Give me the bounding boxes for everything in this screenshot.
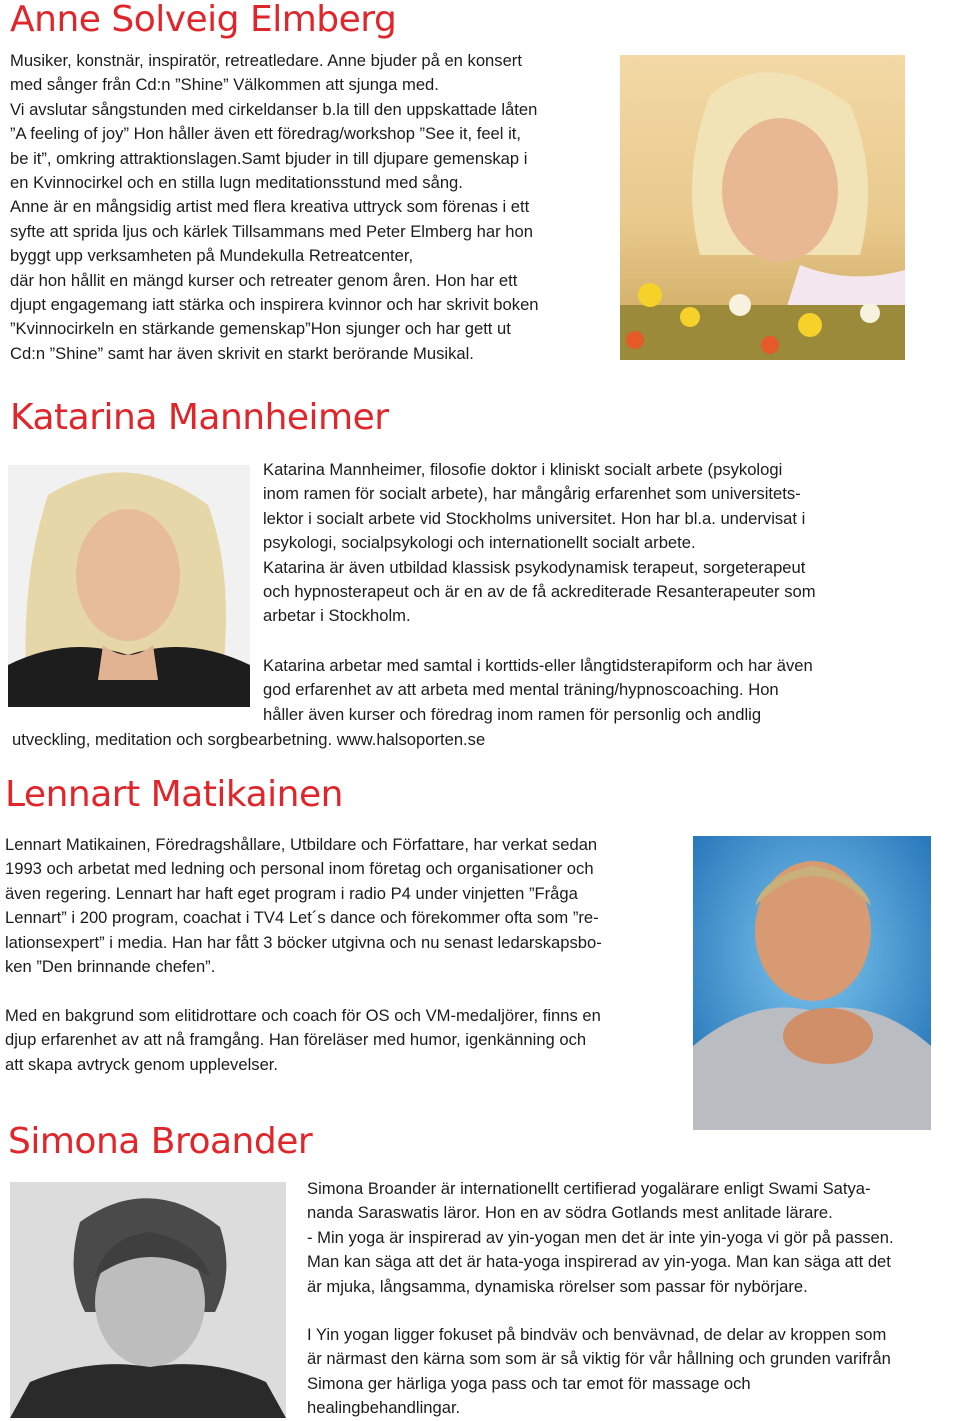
bio-line: god erfarenhet av att arbeta med mental träning/hypnoscoaching. Hon: [263, 680, 779, 700]
name-katarina: Katarina Mannheimer: [10, 397, 389, 438]
bio-line: ”Kvinnocirkeln en stärkande gemenskap”Hon sjunger och har gett ut: [10, 319, 511, 339]
bio-katarina-2: [263, 654, 813, 727]
bio-line: healingbehandlingar.: [307, 1398, 461, 1418]
bio-line: be it”, omkring attraktionslagen.Samt bjuder in till djupare gemenskap i: [10, 148, 528, 168]
bio-line: Vi avslutar sångstunden med cirkeldanser b.la till den uppskattade låten: [10, 99, 538, 119]
bio-line: Musiker, konstnär, inspiratör, retreatledare. Anne bjuder på en konsert: [10, 51, 522, 70]
bio-line: - Min yoga är inspirerad av yin-yogan men det är inte yin-yoga vi gör på passen.: [307, 1227, 894, 1247]
bio-line: Katarina arbetar med samtal i korttids-eller långtidsterapiform och har även: [263, 656, 813, 675]
bio-line: Med en bakgrund som elitidrottare och coach för OS och VM-medaljörer, finns en: [5, 1006, 601, 1025]
bio-line: är närmast den kärna som som är så viktig för vår hållning och grunden varifrån: [307, 1349, 891, 1369]
photo-lennart: [693, 836, 931, 1130]
bio-line: med sånger från Cd:n ”Shine” Välkommen att sjunga med.: [10, 75, 439, 95]
bio-line: lektor i socialt arbete vid Stockholms universitet. Hon har bl.a. undervisat i: [263, 508, 806, 528]
name-simona: Simona Broander: [8, 1121, 313, 1162]
bio-lennart-2: [5, 1004, 601, 1077]
bio-line: Katarina är även utbildad klassisk psykodynamisk terapeut, sorgeterapeut: [263, 557, 806, 577]
bio-katarina-1: [263, 458, 816, 629]
bio-line: lationsexpert” i media. Han har fått 3 böcker utgivna och nu senast ledarskapsbo-: [5, 932, 602, 952]
photo-simona: [10, 1182, 286, 1418]
bio-simona-1: [307, 1177, 894, 1299]
bio-line: syfte att sprida ljus och kärlek Tillsammans med Peter Elmberg har hon: [10, 221, 533, 241]
bio-simona-2: [307, 1323, 891, 1421]
photo-katarina: [8, 465, 250, 707]
bio-line: Anne är en mångsidig artist med flera kreativa uttryck som förenas i ett: [10, 197, 530, 217]
bio-line: Lennart Matikainen, Föredragshållare, Utbildare och Författare, har verkat sedan: [5, 835, 598, 854]
bio-line: arbetar i Stockholm.: [263, 606, 411, 626]
photo-anne: [620, 55, 905, 360]
bio-line: psykologi, socialpsykologi och internationellt socialt arbete.: [263, 533, 696, 553]
bio-lennart-1: [5, 833, 602, 979]
bio-line: och hypnosterapeut och är en av de få ackrediterade Resanterapeuter som: [263, 582, 816, 602]
bio-line: byggt upp verksamheten på Mundekulla Retreatcenter,: [10, 246, 414, 266]
bio-line: även regering. Lennart har haft eget program i radio P4 under vinjetten ”Fråga: [5, 883, 578, 903]
bio-katarina-3: [12, 728, 485, 752]
bio-anne: [10, 49, 539, 366]
bio-line: 1993 och arbetat med ledning och personal inom företag och organisationer och: [5, 859, 594, 879]
bio-line: Man kan säga att det är hata-yoga inspirerad av yin-yoga. Man kan säga att det: [307, 1252, 891, 1272]
bio-line: Lennart” i 200 program, coachat i TV4 Let´s dance och förekommer ofta som ”re-: [5, 908, 599, 928]
bio-line: ”A feeling of joy” Hon håller även ett föredrag/workshop ”See it, feel it,: [10, 124, 521, 144]
name-lennart: Lennart Matikainen: [5, 774, 343, 815]
bio-line: att skapa avtryck genom upplevelser.: [5, 1054, 279, 1074]
bio-line: I Yin yogan ligger fokuset på bindväv och benvävnad, de delar av kroppen som: [307, 1325, 887, 1344]
bio-line: Cd:n ”Shine” samt har även skrivit en starkt berörande Musikal.: [10, 343, 474, 363]
bio-line: inom ramen för socialt arbete), har mångårig erfarenhet som universitets-: [263, 484, 801, 504]
bio-line: Simona Broander är internationellt certifierad yogalärare enligt Swami Satya-: [307, 1179, 871, 1198]
bio-line: håller även kurser och föredrag inom ramen för personlig och andlig: [263, 704, 762, 724]
bio-line: ken ”Den brinnande chefen”.: [5, 957, 216, 977]
bio-line: djup erfarenhet av att nå framgång. Han föreläser med humor, igenkänning och: [5, 1030, 587, 1050]
bio-line: Simona ger härliga yoga pass och tar emot för massage och: [307, 1373, 751, 1393]
bio-line: är mjuka, långsamma, dynamiska rörelser som passar för nybörjare.: [307, 1276, 808, 1296]
bio-line: Katarina Mannheimer, filosofie doktor i kliniskt socialt arbete (psykologi: [263, 460, 783, 479]
bio-line: en Kvinnocirkel och en stilla lugn meditationsstund med sång.: [10, 173, 463, 193]
bio-line: där hon hållit en mängd kurser och retreater genom åren. Hon har ett: [10, 270, 518, 290]
name-anne: Anne Solveig Elmberg: [10, 0, 397, 40]
bio-line: utveckling, meditation och sorgbearbetning. www.halsoporten.se: [12, 730, 486, 749]
bio-line: djupt engagemang iatt stärka och inspirera kvinnor och har skrivit boken: [10, 295, 539, 315]
bio-line: nanda Saraswatis läror. Hon en av södra Gotlands mest anlitade lärare.: [307, 1203, 833, 1223]
